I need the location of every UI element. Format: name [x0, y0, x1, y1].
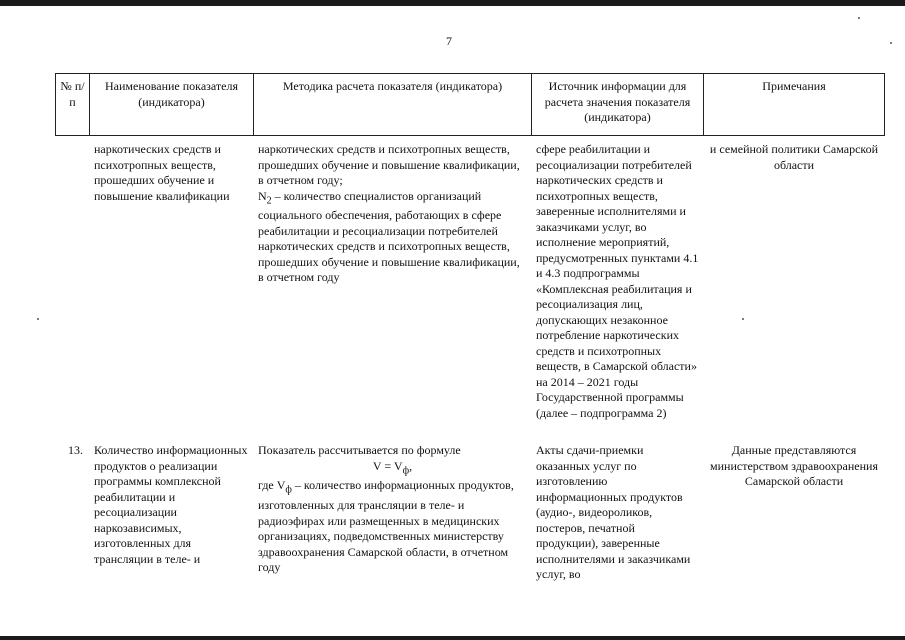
header-source: Источник информации для расчета значения показателя (индикатора)	[532, 74, 704, 136]
bottom-scan-border	[0, 636, 905, 640]
scan-speck	[858, 17, 860, 19]
row-method	[254, 437, 532, 588]
page-number: 7	[446, 34, 452, 48]
header-name: Наименование показателя (индикатора)	[90, 74, 254, 136]
row-num: 13.	[68, 443, 83, 457]
method-intro: Показатель рассчитывается по формуле	[258, 443, 461, 457]
row-source: сфере реабилитации и ресоциализации потребителей наркотических средств и психотропных веществ, заверенные исполнителями и заказчиками услуг, во исполнение мероприятий, предусмотренных пунктами 4.1 и 4.3 подпрограммы «Комплексная реабилитация и ресоциализация лиц, допускающих незаконное потребление наркотических средств и психотропных веществ, в Самарской области» на 2014 – 2021 годы Государственной программы (далее – подпрограмма 2)	[536, 142, 699, 420]
row-notes: и семейной политики Самарской области	[709, 142, 879, 172]
header-num: № п/п	[56, 74, 90, 136]
row-name: Количество информационных продуктов о реализации программы комплексной реабилитации и ресоциализации наркозависимых, изготовленных для трансляции в теле- и	[94, 443, 248, 566]
definition-prefix: где V	[258, 478, 286, 493]
scan-speck	[890, 42, 892, 44]
definition-text: – количество информационных продуктов, изготовленных для трансляции в теле- и радиоэфирах или размещенных в медицинских организациях, подведомственных министерству здравоохранения Самарской области, в отчетном году	[258, 478, 514, 575]
row-source: Акты сдачи-приемки оказанных услуг по изготовлению информационных продуктов (аудио-, видеороликов, постеров, печатной продукции), заверенные исполнителями и заказчиками услуг, во	[536, 443, 691, 581]
header-method: Методика расчета показателя (индикатора)	[254, 74, 532, 136]
table-header-row	[56, 74, 885, 136]
row-num	[56, 136, 90, 438]
definition-subscript: ф	[285, 484, 292, 496]
header-notes: Примечания	[704, 74, 885, 136]
table-row	[56, 136, 885, 438]
formula-subscript: ф	[402, 464, 410, 476]
method-text: наркотических средств и психотропных веществ, прошедших обучение и повышение квалификации, в отчетном году;	[258, 142, 520, 187]
formula-text: V = V	[372, 458, 403, 473]
indicator-table	[55, 73, 885, 588]
row-notes: Данные представляются министерством здравоохранения Самарской области	[710, 443, 878, 488]
table-row	[56, 437, 885, 588]
formula	[258, 459, 527, 479]
formula-text: ,	[409, 458, 413, 473]
top-scan-border	[0, 0, 905, 6]
scan-speck	[37, 318, 39, 320]
variable-symbol: N	[258, 188, 267, 203]
variable-subscript: 2	[266, 194, 272, 206]
method-text: – количество специалистов организаций социального обеспечения, работающих в сфере реабилитации и ресоциализации потребителей наркотических средств и психотропных веществ, прошедших обучение и повышение квалификации, в отчетном году	[258, 188, 520, 285]
row-name: наркотических средств и психотропных веществ, прошедших обучение и повышение квалификации	[94, 142, 230, 203]
row-method	[254, 136, 532, 438]
